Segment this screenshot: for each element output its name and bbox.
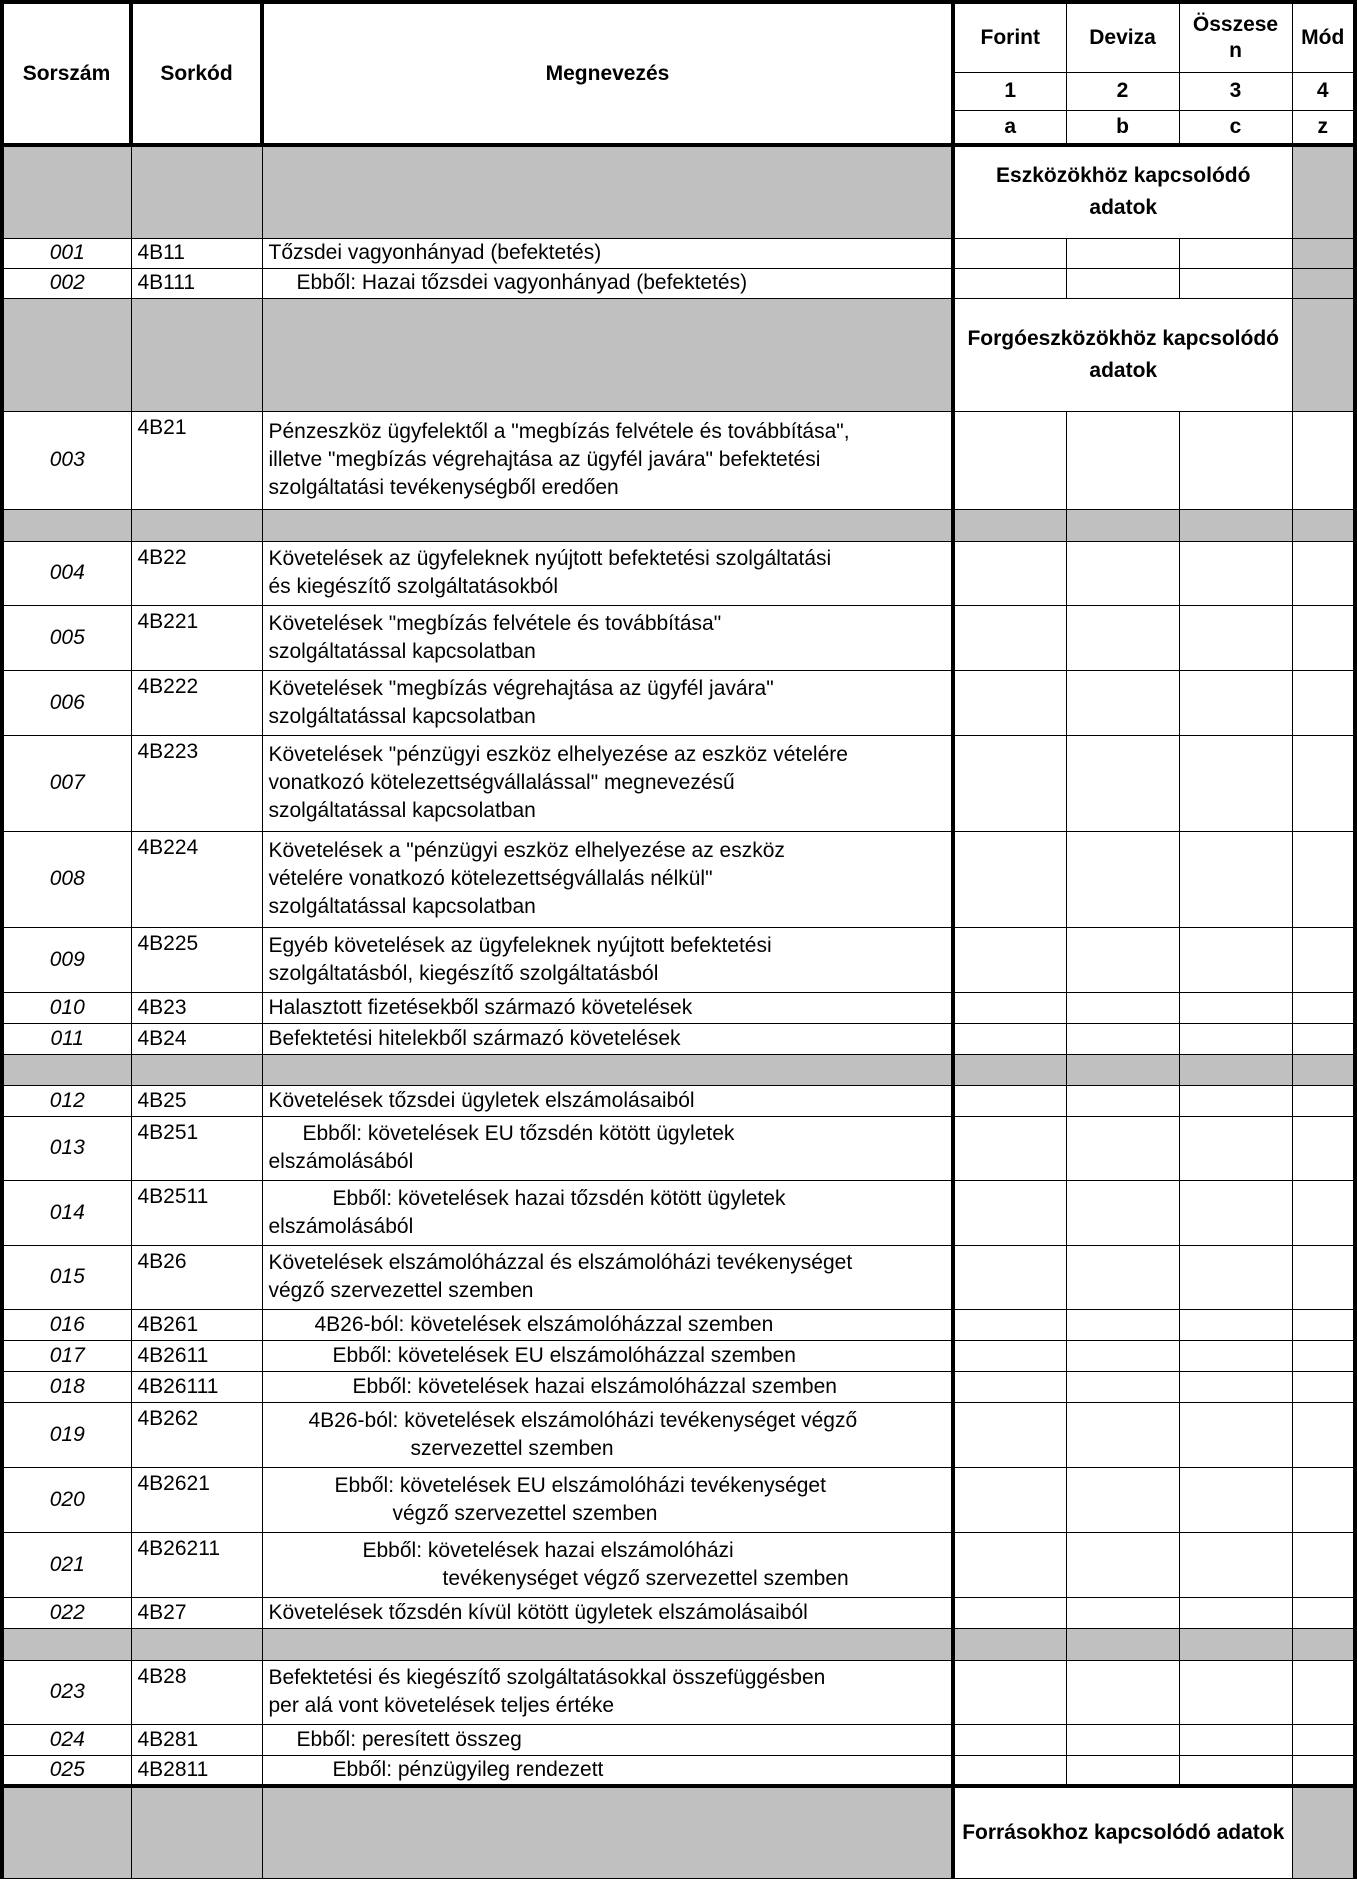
input-osszesen[interactable] — [1179, 1023, 1292, 1054]
row-label: Ebből: peresített összeg — [262, 1724, 953, 1755]
row-number: 010 — [2, 992, 131, 1023]
table-row — [2, 831, 1355, 927]
input-forint[interactable] — [953, 1340, 1066, 1371]
row-label: Ebből: Hazai tőzsdei vagyonhányad (befektetés) — [262, 268, 953, 298]
input-deviza[interactable] — [1066, 541, 1179, 605]
input-mod[interactable] — [1292, 927, 1355, 992]
input-mod[interactable] — [1292, 735, 1355, 831]
row-label: Befektetési hitelekből származó követelések — [262, 1023, 953, 1054]
row-label: Ebből: követelések hazai tőzsdén kötött ügyletek elszámolásából — [262, 1180, 953, 1245]
row-code: 4B27 — [131, 1597, 262, 1628]
input-mod[interactable] — [1292, 1660, 1355, 1724]
row-label: Ebből: követelések hazai elszámolóházzal szemben — [262, 1371, 953, 1402]
input-osszesen[interactable] — [1179, 1180, 1292, 1245]
input-mod[interactable] — [1292, 1755, 1355, 1786]
input-osszesen[interactable] — [1179, 1402, 1292, 1467]
input-forint[interactable] — [953, 670, 1066, 735]
input-mod[interactable] — [1292, 1245, 1355, 1309]
table-row — [2, 1116, 1355, 1180]
table-row — [2, 735, 1355, 831]
row-code: 4B21 — [131, 411, 262, 509]
table-row — [2, 1467, 1355, 1532]
input-deviza[interactable] — [1066, 411, 1179, 509]
input-forint[interactable] — [953, 1180, 1066, 1245]
row-label: Követelések elszámolóházzal és elszámolóházi tevékenységet végző szervezettel szemben — [262, 1245, 953, 1309]
header-osszesen: Összese n — [1179, 2, 1292, 72]
input-mod[interactable] — [1292, 831, 1355, 927]
row-label: 4B26-ból: követelések elszámolóházzal szemben — [262, 1309, 953, 1340]
row-number: 017 — [2, 1340, 131, 1371]
input-forint[interactable] — [953, 1371, 1066, 1402]
input-mod[interactable] — [1292, 1402, 1355, 1467]
input-mod[interactable] — [1292, 1309, 1355, 1340]
row-code: 4B2611 — [131, 1340, 262, 1371]
input-deviza[interactable] — [1066, 735, 1179, 831]
table-row — [2, 1180, 1355, 1245]
row-code: 4B224 — [131, 831, 262, 927]
separator-row — [2, 1628, 1355, 1660]
row-code: 4B261 — [131, 1309, 262, 1340]
row-number: 021 — [2, 1532, 131, 1597]
row-number: 004 — [2, 541, 131, 605]
input-osszesen[interactable] — [1179, 1755, 1292, 1786]
table-row — [2, 1085, 1355, 1116]
input-mod[interactable] — [1292, 1371, 1355, 1402]
input-forint[interactable] — [953, 831, 1066, 927]
input-osszesen[interactable] — [1179, 541, 1292, 605]
row-number: 022 — [2, 1597, 131, 1628]
row-code: 4B222 — [131, 670, 262, 735]
input-deviza[interactable] — [1066, 1660, 1179, 1724]
input-osszesen[interactable] — [1179, 238, 1292, 268]
table-row — [2, 1724, 1355, 1755]
input-deviza[interactable] — [1066, 1755, 1179, 1786]
row-label: Ebből: követelések EU elszámolóházi tevékenységet végző szervezettel szemben — [262, 1467, 953, 1532]
row-label: Követelések a "pénzügyi eszköz elhelyezése az eszköz vételére vonatkozó kötelezettségvállalás nélkül" szolgáltatással kapcsolatban — [262, 831, 953, 927]
input-osszesen[interactable] — [1179, 1532, 1292, 1597]
input-forint[interactable] — [953, 1402, 1066, 1467]
table-row — [2, 1371, 1355, 1402]
header-col-letter-z: z — [1292, 110, 1355, 145]
header-col-letter-b: b — [1066, 110, 1179, 145]
input-osszesen[interactable] — [1179, 1597, 1292, 1628]
input-osszesen[interactable] — [1179, 1724, 1292, 1755]
row-label: Befektetési és kiegészítő szolgáltatásokkal összefüggésben per alá vont követelések teljes értéke — [262, 1660, 953, 1724]
row-label: Követelések "pénzügyi eszköz elhelyezése az eszköz vételére vonatkozó kötelezettségvállalással" megnevezésű szolgáltatással kapcsolatban — [262, 735, 953, 831]
input-forint[interactable] — [953, 605, 1066, 670]
input-mod[interactable] — [1292, 605, 1355, 670]
header-col-letter-c: c — [1179, 110, 1292, 145]
input-mod[interactable] — [1292, 1180, 1355, 1245]
input-deviza[interactable] — [1066, 831, 1179, 927]
input-forint[interactable] — [953, 1023, 1066, 1054]
table-row — [2, 605, 1355, 670]
section-title-eszkozok: Eszközökhöz kapcsolódó adatok — [953, 145, 1292, 238]
input-forint[interactable] — [953, 1467, 1066, 1532]
input-forint[interactable] — [953, 1660, 1066, 1724]
row-number: 016 — [2, 1309, 131, 1340]
input-deviza[interactable] — [1066, 927, 1179, 992]
input-forint[interactable] — [953, 238, 1066, 268]
row-label: Pénzeszköz ügyfelektől a "megbízás felvétele és továbbítása", illetve "megbízás végrehajtása az ügyfél javára" befektetési szolgáltatási tevékenységből eredően — [262, 411, 953, 509]
row-number: 003 — [2, 411, 131, 509]
table-row — [2, 670, 1355, 735]
input-forint[interactable] — [953, 1116, 1066, 1180]
input-mod[interactable] — [1292, 1532, 1355, 1597]
header-sorkod: Sorkód — [131, 2, 262, 145]
input-forint[interactable] — [953, 541, 1066, 605]
table-row — [2, 1402, 1355, 1467]
input-deviza[interactable] — [1066, 268, 1179, 298]
row-code: 4B25 — [131, 1085, 262, 1116]
row-number: 011 — [2, 1023, 131, 1054]
row-number: 018 — [2, 1371, 131, 1402]
row-code: 4B22 — [131, 541, 262, 605]
row-number: 009 — [2, 927, 131, 992]
row-number: 023 — [2, 1660, 131, 1724]
input-forint[interactable] — [953, 268, 1066, 298]
input-osszesen[interactable] — [1179, 735, 1292, 831]
header-col-num-1: 1 — [953, 72, 1066, 110]
table-row — [2, 1023, 1355, 1054]
input-osszesen[interactable] — [1179, 1467, 1292, 1532]
row-code: 4B223 — [131, 735, 262, 831]
section-title-forrasok: Forrásokhoz kapcsolódó adatok — [953, 1786, 1292, 1878]
input-osszesen[interactable] — [1179, 992, 1292, 1023]
row-code: 4B26111 — [131, 1371, 262, 1402]
row-number: 019 — [2, 1402, 131, 1467]
table-row — [2, 1597, 1355, 1628]
row-label: Egyéb követelések az ügyfeleknek nyújtott befektetési szolgáltatásból, kiegészítő szolgáltatásból — [262, 927, 953, 992]
header-col-num-3: 3 — [1179, 72, 1292, 110]
input-osszesen[interactable] — [1179, 1116, 1292, 1180]
row-number: 024 — [2, 1724, 131, 1755]
table-row — [2, 1340, 1355, 1371]
row-code: 4B26 — [131, 1245, 262, 1309]
input-deviza[interactable] — [1066, 1085, 1179, 1116]
input-forint[interactable] — [953, 735, 1066, 831]
row-number: 020 — [2, 1467, 131, 1532]
input-deviza[interactable] — [1066, 605, 1179, 670]
row-number: 007 — [2, 735, 131, 831]
input-forint[interactable] — [953, 1085, 1066, 1116]
separator-row — [2, 1054, 1355, 1085]
input-mod — [1292, 268, 1355, 298]
row-code: 4B221 — [131, 605, 262, 670]
row-label: Tőzsdei vagyonhányad (befektetés) — [262, 238, 953, 268]
input-deviza[interactable] — [1066, 992, 1179, 1023]
input-mod[interactable] — [1292, 992, 1355, 1023]
row-label: Követelések "megbízás végrehajtása az ügyfél javára" szolgáltatással kapcsolatban — [262, 670, 953, 735]
header-sorszam: Sorszám — [2, 2, 131, 145]
input-deviza[interactable] — [1066, 1180, 1179, 1245]
input-osszesen[interactable] — [1179, 1660, 1292, 1724]
input-forint[interactable] — [953, 1755, 1066, 1786]
row-label: Ebből: követelések EU tőzsdén kötött ügyletek elszámolásából — [262, 1116, 953, 1180]
row-code: 4B2511 — [131, 1180, 262, 1245]
row-code: 4B281 — [131, 1724, 262, 1755]
input-osszesen[interactable] — [1179, 268, 1292, 298]
row-label: Követelések tőzsdén kívül kötött ügyletek elszámolásaiból — [262, 1597, 953, 1628]
input-deviza[interactable] — [1066, 670, 1179, 735]
row-code: 4B2621 — [131, 1467, 262, 1532]
table-row — [2, 1245, 1355, 1309]
input-forint[interactable] — [953, 1724, 1066, 1755]
table-row — [2, 268, 1355, 298]
row-label: 4B26-ból: követelések elszámolóházi tevékenységet végző szervezettel szemben — [262, 1402, 953, 1467]
input-osszesen[interactable] — [1179, 1085, 1292, 1116]
input-forint[interactable] — [953, 1309, 1066, 1340]
header-col-letter-a: a — [953, 110, 1066, 145]
input-osszesen[interactable] — [1179, 831, 1292, 927]
input-osszesen[interactable] — [1179, 1309, 1292, 1340]
input-forint[interactable] — [953, 927, 1066, 992]
separator-row — [2, 509, 1355, 541]
input-deviza[interactable] — [1066, 1023, 1179, 1054]
row-label: Ebből: követelések EU elszámolóházzal szemben — [262, 1340, 953, 1371]
input-mod[interactable] — [1292, 1597, 1355, 1628]
input-mod[interactable] — [1292, 411, 1355, 509]
input-osszesen[interactable] — [1179, 1340, 1292, 1371]
input-mod[interactable] — [1292, 1467, 1355, 1532]
row-label: Halasztott fizetésekből származó követelések — [262, 992, 953, 1023]
row-label: Követelések tőzsdei ügyletek elszámolásaiból — [262, 1085, 953, 1116]
input-osszesen[interactable] — [1179, 411, 1292, 509]
row-label: Ebből: pénzügyileg rendezett — [262, 1755, 953, 1786]
input-deviza[interactable] — [1066, 1467, 1179, 1532]
section-title-forgoeszkozok: Forgóeszközökhöz kapcsolódó adatok — [953, 298, 1292, 411]
input-deviza[interactable] — [1066, 1597, 1179, 1628]
input-deviza[interactable] — [1066, 1402, 1179, 1467]
input-mod[interactable] — [1292, 1023, 1355, 1054]
row-label: Ebből: követelések hazai elszámolóházi tevékenységet végző szervezettel szemben — [262, 1532, 953, 1597]
input-forint[interactable] — [953, 411, 1066, 509]
input-forint[interactable] — [953, 992, 1066, 1023]
row-code: 4B251 — [131, 1116, 262, 1180]
header-deviza: Deviza — [1066, 2, 1179, 72]
input-mod[interactable] — [1292, 541, 1355, 605]
input-mod — [1292, 238, 1355, 268]
table-row — [2, 1755, 1355, 1786]
input-osszesen[interactable] — [1179, 605, 1292, 670]
input-deviza[interactable] — [1066, 1116, 1179, 1180]
row-code: 4B2811 — [131, 1755, 262, 1786]
input-osszesen[interactable] — [1179, 1245, 1292, 1309]
table-row — [2, 927, 1355, 992]
row-code: 4B26211 — [131, 1532, 262, 1597]
input-mod[interactable] — [1292, 1116, 1355, 1180]
row-code: 4B11 — [131, 238, 262, 268]
row-number: 012 — [2, 1085, 131, 1116]
row-label: Követelések az ügyfeleknek nyújtott befektetési szolgáltatási és kiegészítő szolgáltatásokból — [262, 541, 953, 605]
input-forint[interactable] — [953, 1532, 1066, 1597]
table-row — [2, 1309, 1355, 1340]
input-mod[interactable] — [1292, 1085, 1355, 1116]
header-col-num-4: 4 — [1292, 72, 1355, 110]
table-row — [2, 411, 1355, 509]
input-osszesen[interactable] — [1179, 670, 1292, 735]
header-forint: Forint — [953, 2, 1066, 72]
input-forint[interactable] — [953, 1597, 1066, 1628]
input-deviza[interactable] — [1066, 1309, 1179, 1340]
header-col-num-2: 2 — [1066, 72, 1179, 110]
row-code: 4B24 — [131, 1023, 262, 1054]
row-code: 4B111 — [131, 268, 262, 298]
table-row — [2, 238, 1355, 268]
input-osszesen[interactable] — [1179, 927, 1292, 992]
input-deviza[interactable] — [1066, 1532, 1179, 1597]
input-mod[interactable] — [1292, 670, 1355, 735]
input-mod[interactable] — [1292, 1340, 1355, 1371]
input-deviza[interactable] — [1066, 1245, 1179, 1309]
input-mod[interactable] — [1292, 1724, 1355, 1755]
row-label: Követelések "megbízás felvétele és továbbítása" szolgáltatással kapcsolatban — [262, 605, 953, 670]
row-number: 001 — [2, 238, 131, 268]
input-deviza[interactable] — [1066, 1340, 1179, 1371]
row-number: 005 — [2, 605, 131, 670]
row-number: 006 — [2, 670, 131, 735]
header-mod: Mód — [1292, 2, 1355, 72]
row-number: 025 — [2, 1755, 131, 1786]
table-row — [2, 1660, 1355, 1724]
row-number: 002 — [2, 268, 131, 298]
row-number: 015 — [2, 1245, 131, 1309]
input-deviza[interactable] — [1066, 1371, 1179, 1402]
row-code: 4B262 — [131, 1402, 262, 1467]
table-row — [2, 992, 1355, 1023]
input-deviza[interactable] — [1066, 238, 1179, 268]
table-row — [2, 1532, 1355, 1597]
row-code: 4B23 — [131, 992, 262, 1023]
input-deviza[interactable] — [1066, 1724, 1179, 1755]
row-number: 013 — [2, 1116, 131, 1180]
row-number: 014 — [2, 1180, 131, 1245]
row-code: 4B225 — [131, 927, 262, 992]
header-megnevezes: Megnevezés — [262, 2, 953, 145]
input-osszesen[interactable] — [1179, 1371, 1292, 1402]
table-row — [2, 541, 1355, 605]
row-number: 008 — [2, 831, 131, 927]
input-forint[interactable] — [953, 1245, 1066, 1309]
row-code: 4B28 — [131, 1660, 262, 1724]
